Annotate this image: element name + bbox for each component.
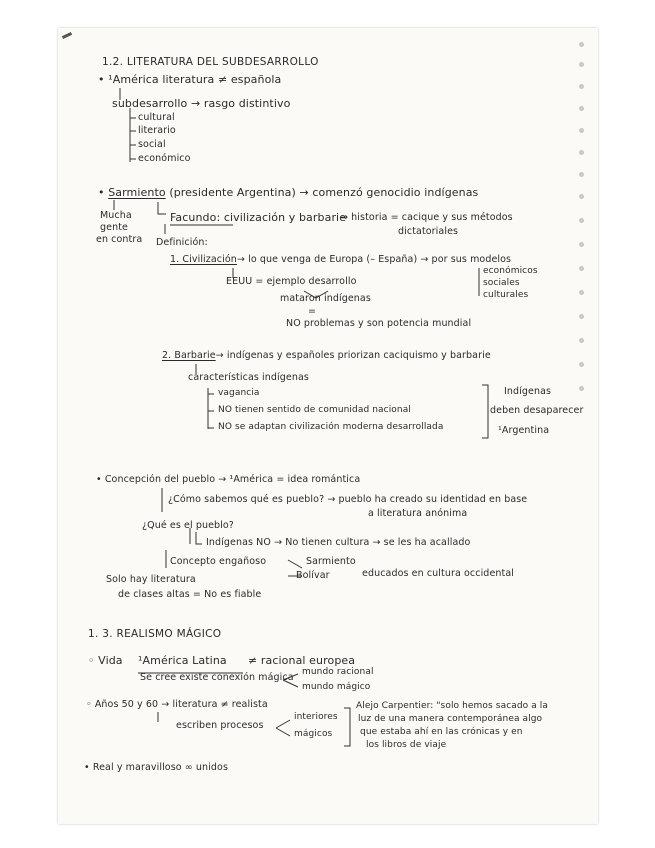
- educados-text: educados en cultura occidental: [362, 568, 514, 579]
- list-item: literario: [138, 125, 176, 136]
- mundo-item: mundo mágico: [302, 682, 371, 692]
- sarmiento-item: Sarmiento: [306, 556, 356, 567]
- se-cree-text: Se cree existe conexión mágica: [140, 672, 294, 683]
- notebook-page: [58, 28, 598, 824]
- civilizacion-text: → lo que venga de Europa (– España) → por sus modelos: [236, 254, 512, 265]
- quote-line: los libros de viaje: [366, 740, 447, 750]
- subdesarrollo-line: subdesarrollo → rasgo distintivo: [112, 97, 291, 110]
- branch-line: [158, 202, 166, 214]
- literatura-anonima: a literatura anónima: [368, 508, 468, 519]
- civilizacion-line: [170, 254, 511, 265]
- fork-lines: [276, 720, 290, 736]
- list-item: cultural: [138, 112, 175, 123]
- sarmiento-label: Sarmiento: [108, 186, 166, 199]
- bullet-concepcion: • Concepción del pueblo → ¹América = idea romántica: [96, 474, 361, 485]
- bullet-sarmiento: • Sarmiento (presidente Argentina) → comenzó genocidio indígenas: [98, 186, 479, 199]
- definicion-label: Definición:: [156, 237, 208, 248]
- bullet-anos: ◦ Años 50 y 60 → literatura ≠ realista: [86, 699, 268, 710]
- modelo-item: culturales: [483, 290, 529, 300]
- historia-text: → historia = cacique y sus métodos: [340, 212, 513, 223]
- en-contra-label: en contra: [96, 234, 143, 245]
- dictatoriales-text: dictatoriales: [398, 226, 459, 237]
- bracket: [482, 385, 488, 438]
- facundo-title: Facundo: civilización y barbarie: [170, 211, 347, 224]
- clases-altas-text: de clases altas = No es fiable: [118, 589, 262, 600]
- bolivar-item: Bolívar: [296, 570, 330, 581]
- question-que: ¿Qué es el pueblo?: [142, 520, 234, 531]
- eeuu-text: EEUU = ejemplo desarrollo: [226, 276, 357, 287]
- quote-line: Alejo Carpentier: "solo hemos sacado a la: [356, 701, 549, 711]
- mucha-label: Mucha: [100, 210, 132, 221]
- bracket: [344, 708, 350, 746]
- modelo-item: económicos: [483, 266, 538, 276]
- proceso-item: mágicos: [294, 729, 333, 739]
- racional-europea: ≠ racional europea: [248, 654, 356, 667]
- section-title: 1. 3. REALISMO MÁGICO: [88, 628, 222, 640]
- mundo-item: mundo racional: [302, 667, 374, 677]
- barbarie-label: 2. Barbarie: [162, 350, 216, 361]
- list-item: económico: [138, 153, 191, 164]
- equals-sign: =: [308, 306, 317, 317]
- solo-hay-text: Solo hay literatura: [106, 574, 196, 585]
- mataron-text: mataron indígenas: [280, 293, 371, 304]
- section-title: 1.2. LITERATURA DEL SUBDESARROLLO: [102, 56, 319, 68]
- list-item: social: [138, 139, 166, 150]
- caracteristica-item: vagancia: [218, 388, 260, 398]
- quote-line: luz de una manera contemporánea algo: [358, 714, 543, 724]
- branch-lines: [208, 388, 214, 429]
- caracteristica-item: NO se adaptan civilización moderna desarrollada: [218, 422, 444, 432]
- bullet-vida: ◦ Vida: [88, 654, 123, 667]
- civilizacion-label: 1. Civilización: [170, 254, 237, 265]
- barbarie-text: → indígenas y españoles priorizan caciquismo y barbarie: [215, 350, 491, 361]
- quote-line: que estaba ahí en las crónicas y en: [360, 727, 523, 737]
- america-latina: ¹América Latina: [138, 654, 227, 667]
- escriben-text: escriben procesos: [176, 720, 264, 731]
- bracket-note: deben desaparecer: [490, 405, 584, 416]
- indigenas-line: Indígenas NO → No tienen cultura → se les ha acallado: [206, 537, 471, 548]
- barbarie-line: [162, 350, 491, 361]
- caracteristicas-label: características indígenas: [188, 372, 309, 383]
- caracteristica-item: NO tienen sentido de comunidad nacional: [218, 405, 411, 415]
- concepto-label: Concepto engañoso: [170, 556, 267, 567]
- modelo-item: sociales: [483, 278, 520, 288]
- bullet-real: • Real y maravilloso ∞ unidos: [84, 762, 229, 773]
- bullet-america-literatura: • ¹América literatura ≠ española: [98, 73, 282, 86]
- bracket-note: Indígenas: [504, 386, 552, 397]
- branch-lines: [130, 108, 136, 162]
- proceso-item: interiores: [294, 712, 338, 722]
- bracket-note: ¹Argentina: [498, 425, 550, 436]
- no-problemas-text: NO problemas y son potencia mundial: [286, 318, 472, 329]
- presidente-text: (presidente Argentina) → comenzó genocidio indígenas: [169, 186, 479, 199]
- gente-label: gente: [100, 222, 128, 233]
- question-como: ¿Cómo sabemos qué es pueblo? → pueblo ha creado su identidad en base: [168, 494, 528, 505]
